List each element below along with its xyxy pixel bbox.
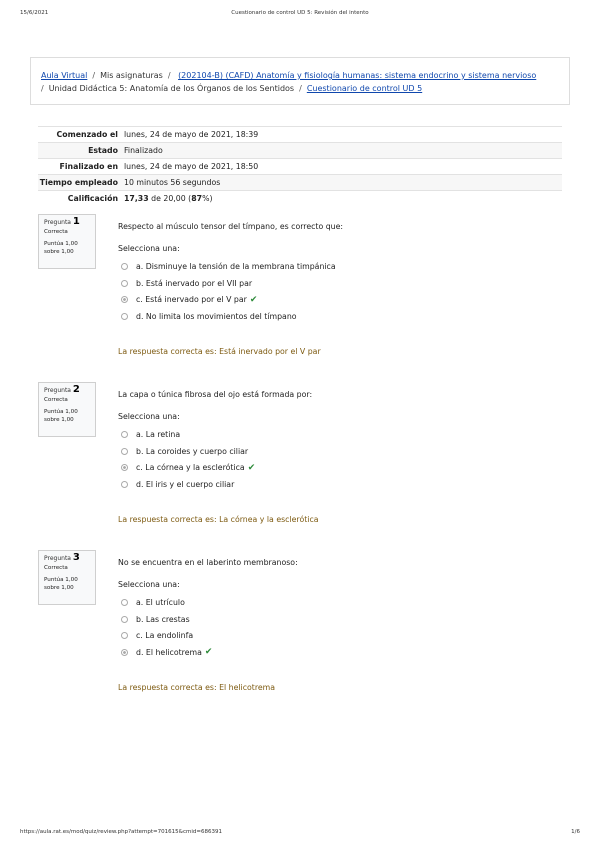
radio-button[interactable] [121, 616, 128, 623]
option-label: c. Está inervado por el V par [136, 295, 247, 305]
radio-button-selected[interactable] [121, 649, 128, 656]
correct-answer-feedback: La respuesta correcta es: El helicotrema [118, 683, 276, 692]
answer-option-selected[interactable] [118, 291, 558, 308]
answer-option-selected[interactable] [118, 459, 558, 476]
summary-row-grade [38, 190, 562, 206]
print-title: Cuestionario de control UD 5: Revisión del intento [231, 10, 369, 16]
summary-row-finished [38, 158, 562, 174]
radio-button-selected[interactable] [121, 464, 128, 471]
option-label: d. El iris y el cuerpo ciliar [136, 479, 235, 489]
check-icon: ✔ [247, 462, 256, 473]
breadcrumb-home-link[interactable]: Aula Virtual [41, 71, 88, 80]
question-text: No se encuentra en el laberinto membranoso: [118, 558, 298, 567]
question-mark: Puntúa 1,00 sobre 1,00 [44, 241, 78, 255]
correct-answer-feedback: La respuesta correcta es: Está inervado por el V par [118, 347, 321, 356]
summary-value: lunes, 24 de mayo de 2021, 18:50 [124, 162, 259, 171]
check-icon: ✔ [204, 647, 213, 658]
question-number: Pregunta 1 [44, 216, 80, 227]
summary-row-time [38, 174, 562, 190]
summary-label: Calificación [67, 194, 118, 203]
grade-percent-end: %) [202, 194, 213, 203]
breadcrumb-subjects: Mis asignaturas [100, 71, 163, 80]
answer-option[interactable] [118, 258, 558, 275]
question-info-box [38, 214, 96, 269]
summary-value: Finalizado [124, 146, 163, 155]
question-number: Pregunta 3 [44, 552, 80, 563]
summary-row-state [38, 142, 562, 158]
radio-button[interactable] [121, 599, 128, 606]
answer-option[interactable] [118, 275, 558, 292]
radio-button[interactable] [121, 431, 128, 438]
question-number: Pregunta 2 [44, 384, 80, 395]
answer-option-selected[interactable] [118, 644, 558, 661]
summary-label: Estado [88, 146, 118, 155]
radio-button-selected[interactable] [121, 296, 128, 303]
radio-button[interactable] [121, 632, 128, 639]
grade-score: 17,33 [124, 194, 149, 203]
radio-button[interactable] [121, 280, 128, 287]
print-date: 15/6/2021 [20, 10, 49, 16]
summary-value [118, 191, 213, 206]
answer-prompt: Selecciona una: [118, 412, 180, 421]
answer-prompt: Selecciona una: [118, 580, 180, 589]
question-info-box [38, 550, 96, 605]
summary-label: Finalizado en [59, 162, 118, 171]
answer-option[interactable] [118, 611, 558, 628]
answer-option[interactable] [118, 308, 558, 325]
question-text: La capa o túnica fibrosa del ojo está formada por: [118, 390, 313, 399]
question-state: Correcta [44, 229, 68, 235]
answer-prompt: Selecciona una: [118, 244, 180, 253]
question-mark: Puntúa 1,00 sobre 1,00 [44, 409, 78, 423]
option-label: d. El helicotrema [136, 647, 202, 657]
summary-value: lunes, 24 de mayo de 2021, 18:39 [124, 130, 259, 139]
option-label: b. Las crestas [136, 614, 190, 624]
breadcrumb-quiz-link[interactable]: Cuestionario de control UD 5 [306, 84, 423, 93]
answer-option[interactable] [118, 594, 558, 611]
question-info-box [38, 382, 96, 437]
option-label: a. El utrículo [136, 597, 185, 607]
question-state: Correcta [44, 397, 68, 403]
answer-option[interactable] [118, 443, 558, 460]
grade-total: de 20,00 ( [148, 194, 192, 203]
answer-option[interactable] [118, 627, 558, 644]
summary-label: Tiempo empleado [39, 178, 118, 187]
question-content [118, 390, 558, 493]
attempt-summary-table [38, 126, 562, 206]
option-label: c. La córnea y la esclerótica [136, 463, 245, 473]
option-label: b. Está inervado por el VII par [136, 278, 253, 288]
option-label: d. No limita los movimientos del tímpano [136, 311, 297, 321]
question-text: Respecto al músculo tensor del tímpano, es correcto que: [118, 222, 344, 231]
breadcrumb-course-link[interactable]: (202104-B) (CAFD) Anatomía y fisiología humanas: sistema endocrino y sistema nervioso [178, 71, 537, 80]
correct-answer-feedback: La respuesta correcta es: La córnea y la esclerótica [118, 515, 319, 524]
option-label: c. La endolinfa [136, 631, 194, 641]
question-content [118, 558, 558, 661]
option-label: a. Disminuye la tensión de la membrana timpánica [136, 261, 336, 271]
check-icon: ✔ [249, 294, 258, 305]
print-url: https://aula.rat.es/mod/quiz/review.php?attempt=701615&cmid=686391 [20, 829, 222, 835]
radio-button[interactable] [121, 313, 128, 320]
question-mark: Puntúa 1,00 sobre 1,00 [44, 577, 78, 591]
summary-label: Comenzado el [56, 130, 118, 139]
option-label: b. La coroides y cuerpo ciliar [136, 446, 249, 456]
question-state: Correcta [44, 565, 68, 571]
option-label: a. La retina [136, 429, 181, 439]
breadcrumb: Aula Virtual / Mis asignaturas / (202104-B) (CAFD) Anatomía y fisiología humanas: sistema endocrino y sistema nervioso / Unidad Didáctica 5: Anatomía de los Órganos de los Sentidos / Cuestionario de control UD 5 [30, 57, 570, 105]
print-page-number: 1/6 [571, 829, 580, 835]
radio-button[interactable] [121, 481, 128, 488]
radio-button[interactable] [121, 263, 128, 270]
grade-percent: 87 [191, 194, 203, 203]
summary-row-started [38, 126, 562, 142]
radio-button[interactable] [121, 448, 128, 455]
answer-option[interactable] [118, 426, 558, 443]
question-content [118, 222, 558, 325]
answer-option[interactable] [118, 476, 558, 493]
summary-value: 10 minutos 56 segundos [124, 178, 221, 187]
breadcrumb-unit: Unidad Didáctica 5: Anatomía de los Órganos de los Sentidos [48, 84, 295, 93]
